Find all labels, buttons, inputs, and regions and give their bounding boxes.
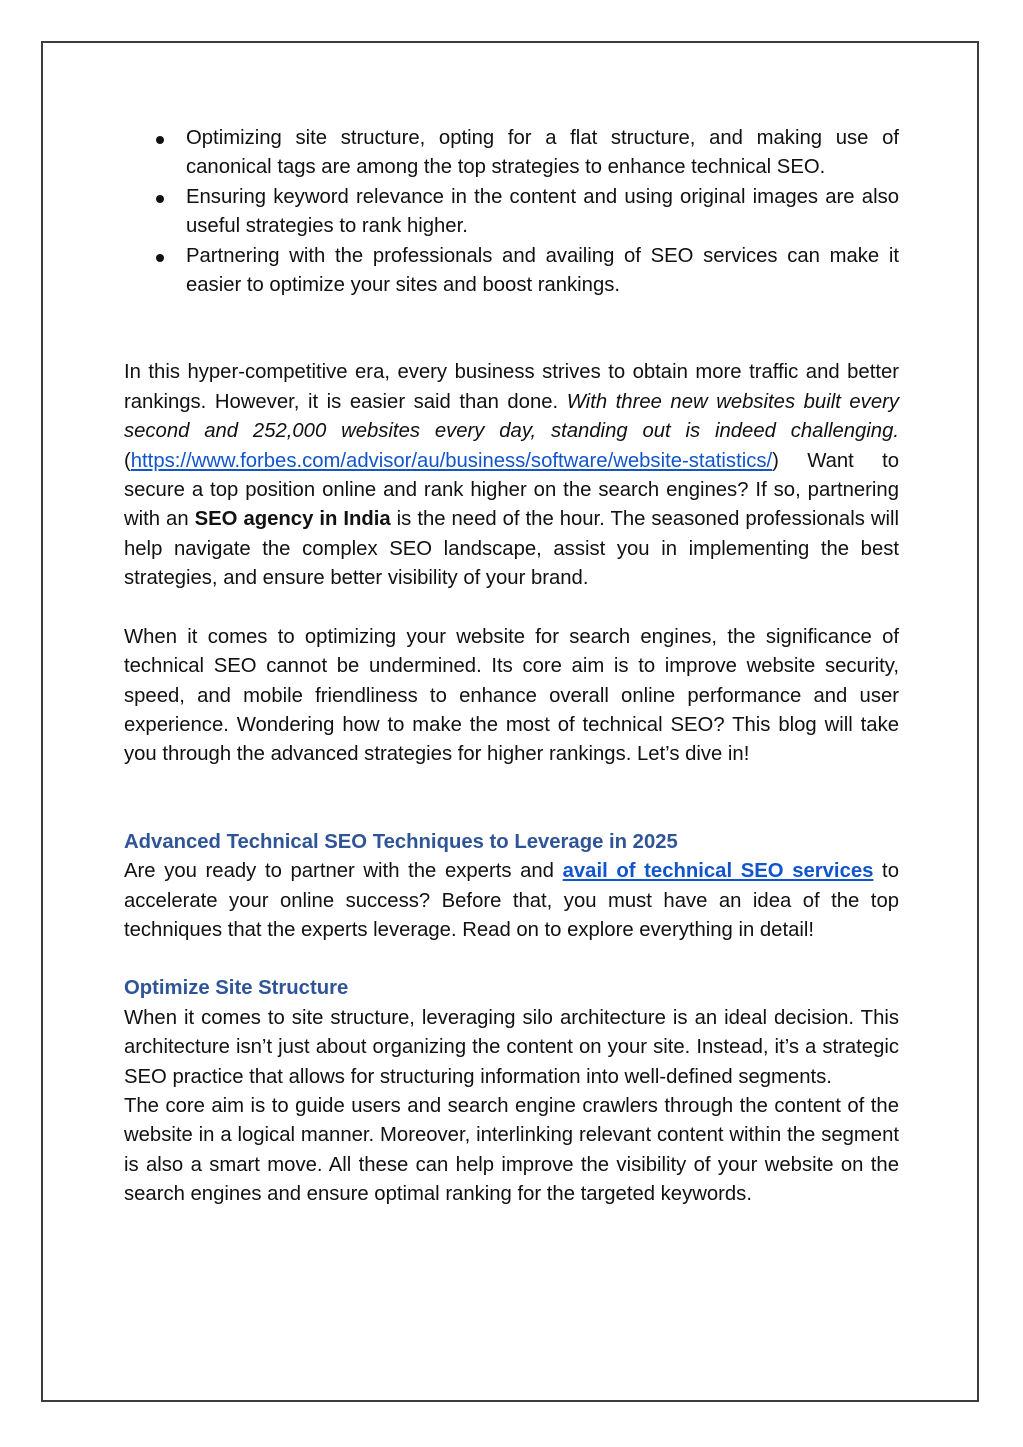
list-item [124, 183, 899, 242]
technical-seo-paragraph: When it comes to optimizing your website for search engines, the significance of technical SEO cannot be undermined. Its core aim is to improve website security, speed, and mobile friendliness to enhance overall online performance and user experience. Wondering how to make the most of technical SEO? This blog will take you through the advanced strategies for higher rankings. Let’s dive in! [124, 625, 899, 766]
section-text-1: Are you ready to partner with the experts and [124, 860, 563, 883]
list-item-text: Ensuring keyword relevance in the content and using original images are also useful strategies to rank higher. [186, 185, 899, 238]
forbes-statistics-link[interactable]: https://www.forbes.com/advisor/au/business/software/website-statistics/ [130, 449, 773, 472]
section-text-2: to accelerate your online success? Before that, you must have an idea of the top techniques that the experts leverage. Read on to explore everything in detail! [124, 860, 899, 941]
bullet-icon [156, 254, 164, 262]
site-structure-paragraph-1: When it comes to site structure, leveraging silo architecture is an ideal decision. This architecture isn’t just about organizing the content on your site. Instead, it’s a strategic SEO practice that allows for structuring information into well-defined segments. [124, 1006, 899, 1088]
intro-paren-open: ( [124, 449, 131, 472]
site-structure-paragraph-2: The core aim is to guide users and search engine crawlers through the content of the website in a logical manner. Moreover, interlinking relevant content within the segment is also a smart move. All these can help improve the visibility of your website on the search engines and ensure optimal ranking for the targeted keywords. [124, 1094, 899, 1206]
intro-bold-keyword: SEO agency in India [194, 508, 391, 531]
section-heading-site-structure: Optimize Site Structure [124, 977, 349, 1000]
list-item [124, 124, 899, 183]
summary-bullet-list [124, 124, 899, 300]
technical-seo-services-link[interactable]: avail of technical SEO services [562, 860, 874, 883]
intro-italic-statistic: With three new websites built every second and 252,000 websites every day, standing out is indeed challenging. [124, 390, 900, 443]
intro-text-2: ) Want to secure a top position online and rank higher on the search engines? If so, partnering with an [124, 449, 899, 531]
list-item [124, 242, 899, 301]
bullet-icon [156, 136, 164, 144]
intro-text-3: is the need of the hour. The seasoned professionals will help navigate the complex SEO landscape, assist you in implementing the best strategies, and ensure better visibility of your brand. [124, 508, 899, 590]
bullet-icon [156, 195, 164, 203]
list-item-text: Optimizing site structure, opting for a flat structure, and making use of canonical tags are among the top strategies to enhance technical SEO. [186, 127, 899, 179]
list-item-text: Partnering with the professionals and availing of SEO services can make it easier to optimize your sites and boost rankings. [186, 244, 899, 297]
section-paragraph [124, 857, 899, 945]
document-body [124, 124, 899, 1210]
intro-text-1: In this hyper-competitive era, every business strives to obtain more traffic and better rankings. However, it is easier said than done. [124, 361, 899, 413]
section-heading-advanced-techniques: Advanced Technical SEO Techniques to Leverage in 2025 [124, 830, 678, 853]
intro-paragraph [124, 358, 899, 593]
